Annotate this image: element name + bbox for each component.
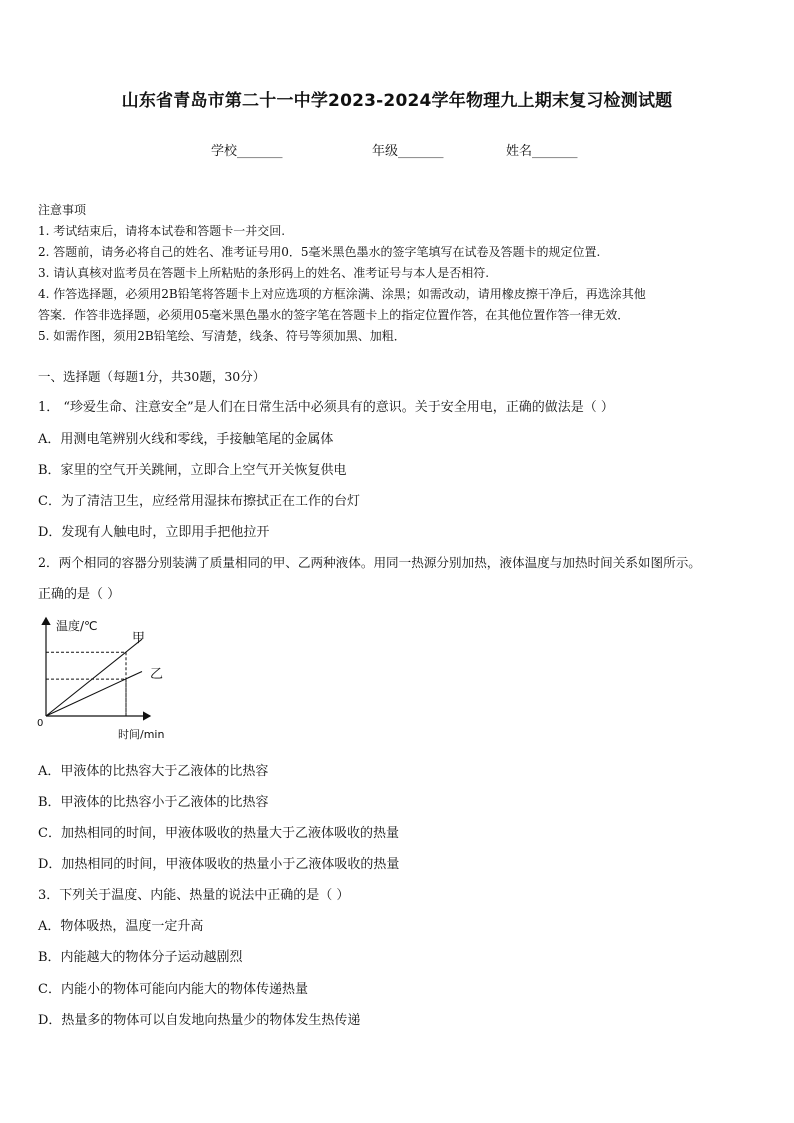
origin-label: 0: [37, 718, 44, 729]
q3-stem: 3．下列关于温度、内能、热量的说法中正确的是（ ）: [38, 888, 350, 903]
q2-option-a: A．甲液体的比热容大于乙液体的比热容: [38, 764, 269, 779]
notice-item: 1. 考试结束后，请将本试卷和答题卡一并交回.: [38, 224, 286, 238]
q1-stem: 1． “珍爱生命、注意安全”是人们在日常生活中必须具有的意识。关于安全用电，正确的做法是（ ）: [38, 400, 614, 415]
notice-item: 4. 作答选择题，必须用2B铅笔将答题卡上对应选项的方框涂满、涂黑；如需改动，请用橡皮擦干净后，再选涂其他: [38, 287, 646, 301]
notice-block: [38, 200, 758, 347]
notice-item: 2. 答题前，请务必将自己的姓名、准考证号用0．5毫米黑色墨水的签字笔填写在试卷及答题卡的规定位置.: [38, 245, 601, 259]
notice-item: 答案．作答非选择题，必须用05毫米黑色墨水的签字笔在答题卡上的指定位置作答，在其他位置作答一律无效．: [38, 308, 630, 322]
q1-option-a: A．用测电笔辨别火线和零线，手接触笔尾的金属体: [38, 432, 334, 447]
q3-option-a: A．物体吸热，温度一定升高: [38, 919, 204, 934]
q2-option-d: D．加热相同的时间，甲液体吸收的热量小于乙液体吸收的热量: [38, 857, 400, 872]
notice-item: 3. 请认真核对监考员在答题卡上所粘贴的条形码上的姓名、准考证号与本人是否相符.: [38, 266, 490, 280]
q2-stem-line1: 2．两个相同的容器分别装满了质量相同的甲、乙两种液体。用同一热源分别加热，液体温度与加热时间关系如图所示。: [38, 555, 701, 570]
q2-stem-line2: 正确的是（ ）: [38, 587, 121, 602]
section-heading: 一、选择题（每题1分，共30题，30分）: [38, 369, 266, 384]
q3-option-c: C．内能小的物体可能向内能大的物体传递热量: [38, 982, 308, 997]
grade-field: 年级_______: [372, 144, 444, 159]
q1-option-b: B．家里的空气开关跳闸，立即合上空气开关恢复供电: [38, 463, 347, 478]
q2-option-b: B．甲液体的比热容小于乙液体的比热容: [38, 795, 269, 810]
series-label-yi: 乙: [150, 667, 164, 682]
chart-svg: [32, 612, 192, 744]
notice-heading: 注意事项: [38, 203, 87, 217]
x-axis-label: 时间/min: [118, 728, 165, 741]
page-title: 山东省青岛市第二十一中学2023-2024学年物理九上期末复习检测试题: [121, 91, 673, 111]
school-field: 学校_______: [211, 144, 283, 159]
notice-item: 5. 如需作图，须用2B铅笔绘、写清楚，线条、符号等须加黑、加粗．: [38, 329, 406, 343]
series-label-jia: 甲: [132, 631, 146, 646]
q2-option-c: C．加热相同的时间，甲液体吸收的热量大于乙液体吸收的热量: [38, 826, 399, 841]
q1-option-d: D．发现有人触电时，立即用手把他拉开: [38, 525, 270, 540]
y-axis-label: 温度/℃: [56, 619, 98, 633]
name-field: 姓名_______: [506, 144, 578, 159]
q3-option-d: D．热量多的物体可以自发地向热量少的物体发生热传递: [38, 1013, 361, 1028]
q1-option-c: C．为了清洁卫生，应经常用湿抹布擦拭正在工作的台灯: [38, 494, 360, 509]
q3-option-b: B．内能越大的物体分子运动越剧烈: [38, 950, 243, 965]
temperature-time-chart: [32, 612, 192, 744]
